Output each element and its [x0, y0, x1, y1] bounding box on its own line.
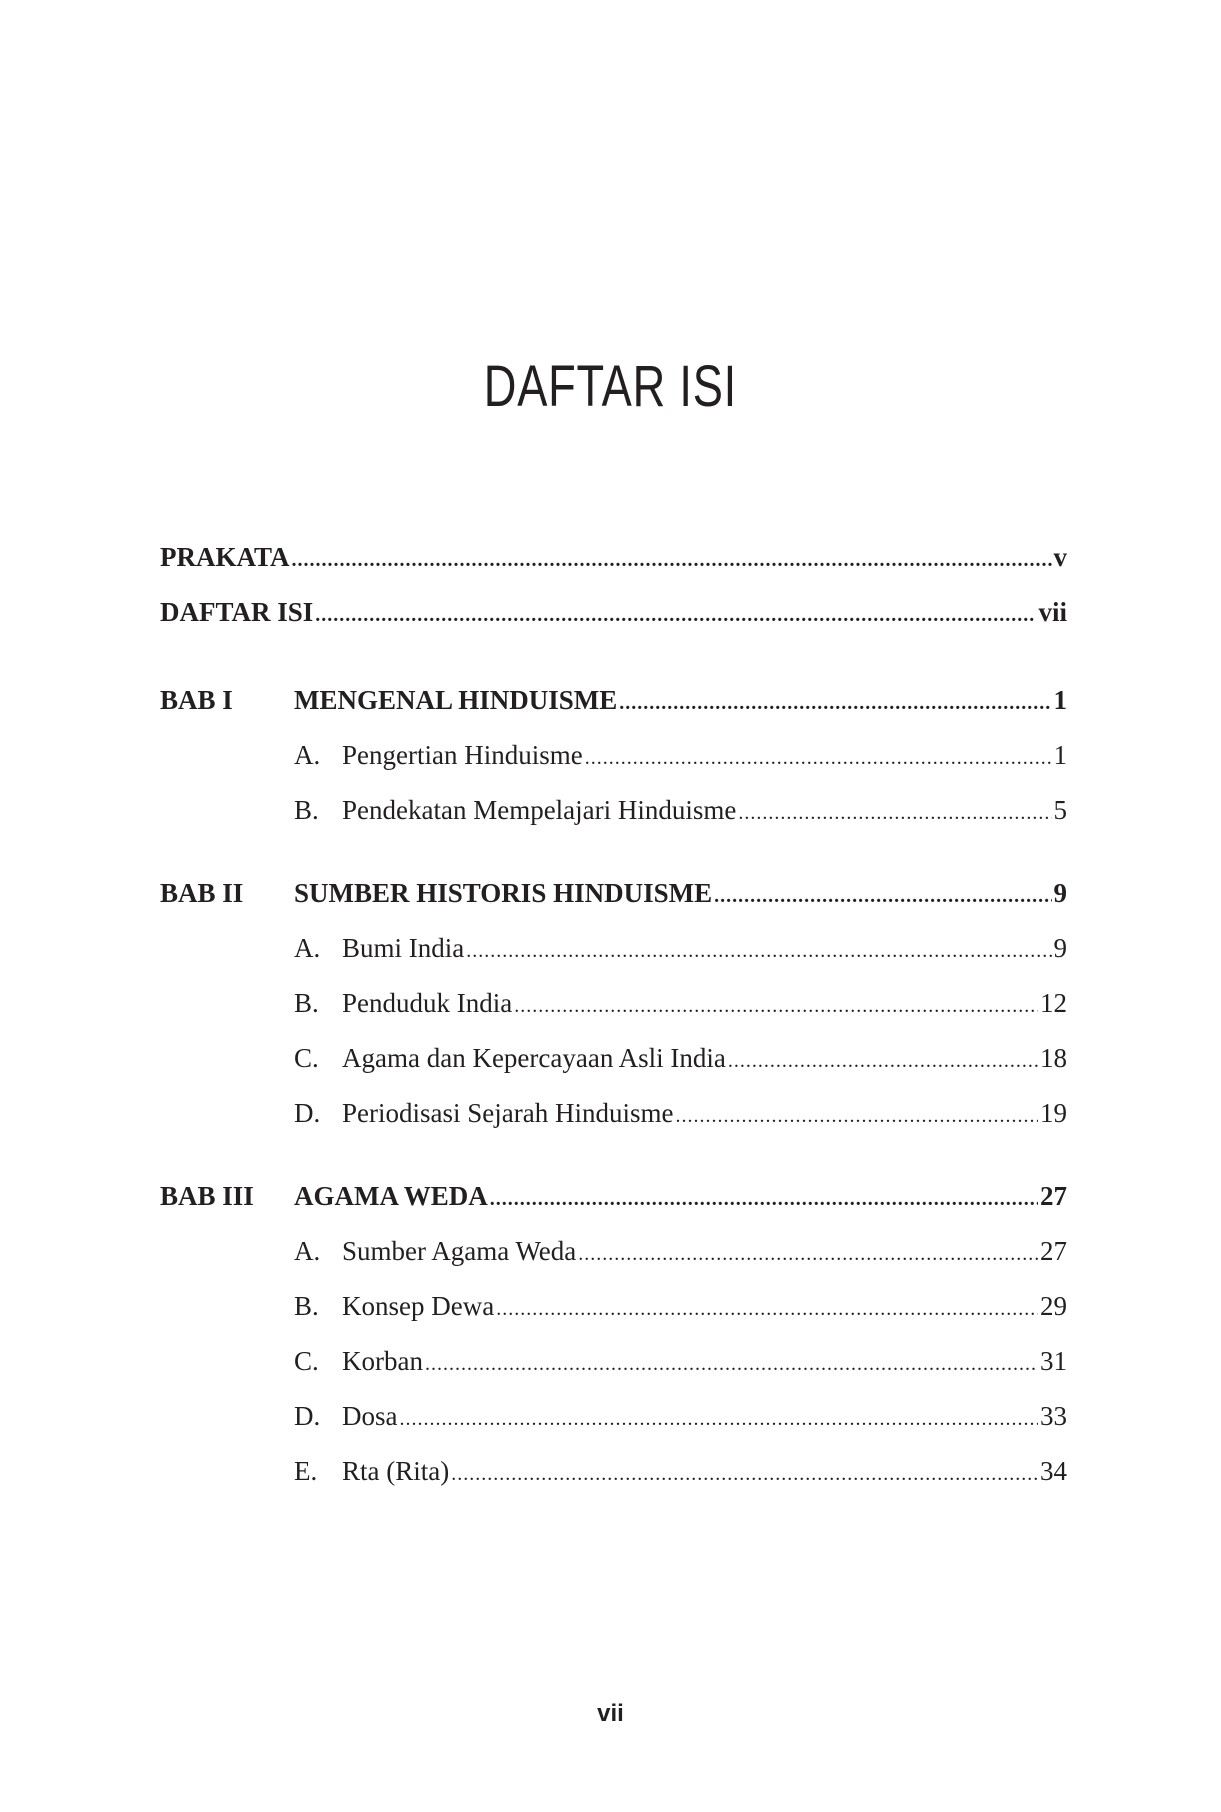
toc-chapter-2[interactable]	[294, 876, 1067, 913]
section-title: Periodisasi Sejarah Hinduisme	[342, 1098, 674, 1128]
section-title: Dosa	[342, 1401, 398, 1431]
toc-entry-label: PRAKATA	[160, 542, 290, 572]
dot-leader	[451, 1457, 1038, 1491]
dot-leader	[292, 543, 1052, 577]
section-page: 29	[1040, 1291, 1067, 1321]
dot-leader	[514, 989, 1038, 1023]
dot-leader	[675, 1099, 1038, 1133]
toc-chapter-page: 9	[1053, 878, 1067, 908]
dot-leader	[315, 598, 1036, 632]
toc-section[interactable]	[294, 793, 1067, 830]
dot-leader	[585, 741, 1052, 775]
section-letter: B.	[294, 795, 319, 825]
section-title: Bumi India	[342, 933, 465, 963]
section-title: Sumber Agama Weda	[342, 1236, 577, 1266]
toc-entry-page: v	[1053, 542, 1067, 572]
toc-section[interactable]	[294, 1344, 1067, 1381]
section-page: 33	[1040, 1401, 1067, 1431]
section-page: 12	[1040, 988, 1067, 1018]
section-page: 31	[1040, 1346, 1067, 1376]
section-title: Rta (Rita)	[342, 1456, 450, 1486]
dot-leader	[728, 1044, 1038, 1078]
section-page: 19	[1040, 1098, 1067, 1128]
page-title: DAFTAR ISI	[483, 354, 738, 419]
toc-chapter-page: 27	[1040, 1181, 1067, 1211]
section-letter: A.	[294, 1236, 321, 1266]
toc-section[interactable]	[294, 1234, 1067, 1271]
dot-leader	[466, 934, 1051, 968]
section-page: 34	[1040, 1456, 1067, 1486]
toc-section[interactable]	[294, 1041, 1067, 1078]
toc-entry-label: DAFTAR ISI	[160, 597, 314, 627]
section-letter: A.	[294, 740, 321, 770]
toc-chapter-1[interactable]	[294, 683, 1067, 720]
section-title: Pengertian Hinduisme	[342, 740, 583, 770]
toc-chapter-title: SUMBER HISTORIS HINDUISME	[294, 878, 713, 908]
toc-section[interactable]	[294, 738, 1067, 775]
section-letter: D.	[294, 1401, 321, 1431]
toc-section[interactable]	[294, 1454, 1067, 1491]
toc-entry-prakata[interactable]	[160, 540, 1067, 577]
dot-leader	[425, 1347, 1038, 1381]
dot-leader	[578, 1237, 1038, 1271]
toc-chapter-title: AGAMA WEDA	[294, 1181, 488, 1211]
section-page: 9	[1053, 933, 1067, 963]
section-title: Korban	[342, 1346, 423, 1376]
toc-chapter-3[interactable]	[294, 1179, 1067, 1216]
section-title: Agama dan Kepercayaan Asli India	[342, 1043, 726, 1073]
section-title: Penduduk India	[342, 988, 513, 1018]
section-letter: A.	[294, 933, 321, 963]
chapter-number: BAB I	[160, 685, 233, 715]
toc-entry-daftar-isi[interactable]	[160, 595, 1067, 632]
toc-section[interactable]	[294, 1096, 1067, 1133]
dot-leader	[738, 796, 1051, 830]
section-title: Pendekatan Mempelajari Hinduisme	[342, 795, 737, 825]
section-letter: C.	[294, 1346, 319, 1376]
section-letter: E.	[294, 1456, 318, 1486]
dot-leader	[490, 1182, 1038, 1216]
section-letter: B.	[294, 988, 319, 1018]
section-letter: B.	[294, 1291, 319, 1321]
chapter-number: BAB III	[160, 1181, 254, 1211]
page-number: vii	[597, 1700, 624, 1727]
section-page: 5	[1053, 795, 1067, 825]
section-page: 18	[1040, 1043, 1067, 1073]
toc-chapter-title: MENGENAL HINDUISME	[294, 685, 618, 715]
toc-section[interactable]	[294, 931, 1067, 968]
section-page: 1	[1053, 740, 1067, 770]
dot-leader	[619, 686, 1051, 720]
toc-section[interactable]	[294, 986, 1067, 1023]
dot-leader	[400, 1402, 1039, 1436]
dot-leader	[496, 1292, 1038, 1326]
section-page: 27	[1040, 1236, 1067, 1266]
chapter-number: BAB II	[160, 878, 244, 908]
section-letter: D.	[294, 1098, 321, 1128]
section-letter: C.	[294, 1043, 319, 1073]
toc-section[interactable]	[294, 1399, 1067, 1436]
section-title: Konsep Dewa	[342, 1291, 495, 1321]
dot-leader	[714, 879, 1051, 913]
toc-section[interactable]	[294, 1289, 1067, 1326]
toc-entry-page: vii	[1038, 597, 1067, 627]
toc-chapter-page: 1	[1053, 685, 1067, 715]
